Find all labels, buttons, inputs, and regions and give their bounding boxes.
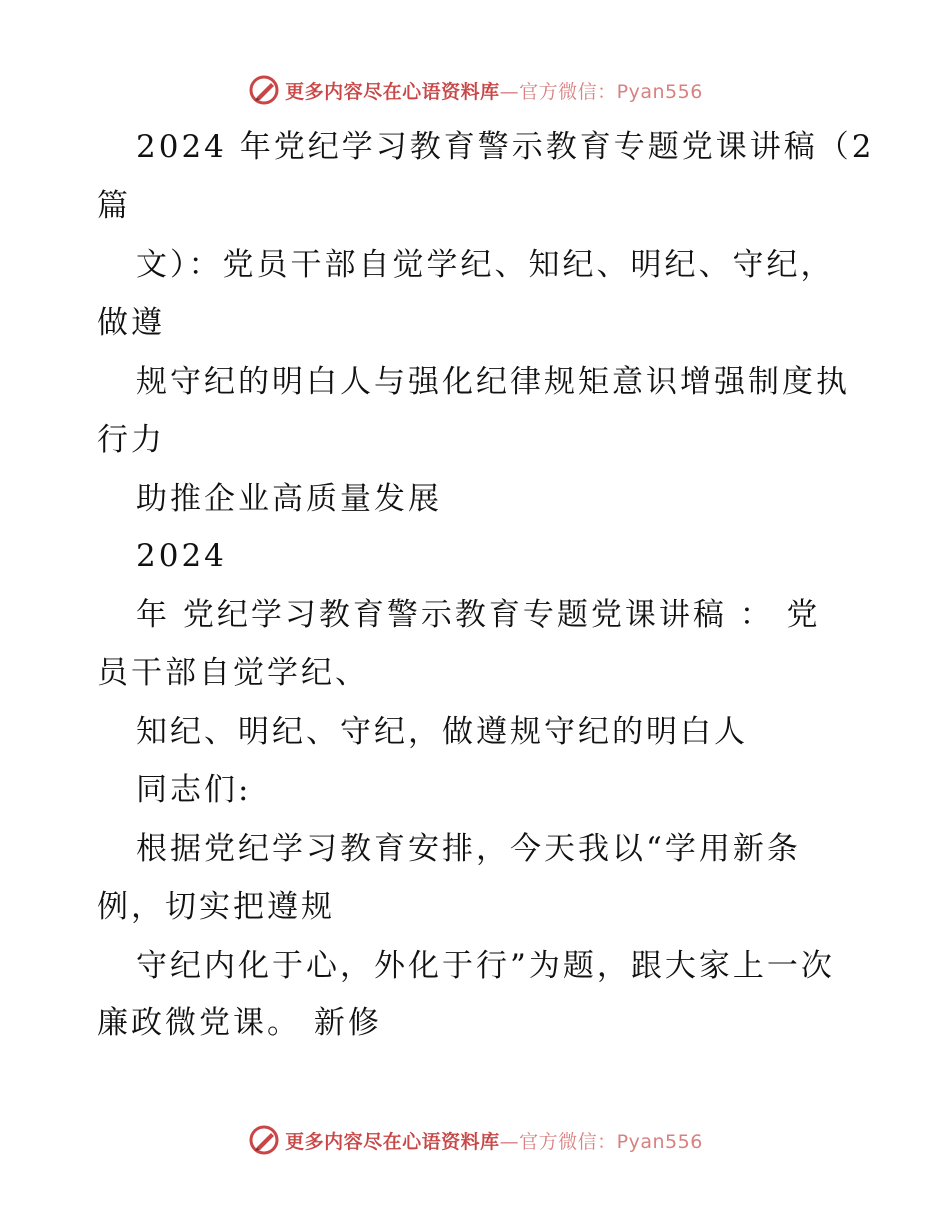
watermark-text — [285, 1127, 703, 1154]
text-line: 2024 年党纪学习教育警示教育专题党课讲稿（2 — [136, 129, 875, 165]
text-line: 行力 — [97, 422, 165, 458]
text-line: 做遵 — [97, 305, 165, 341]
text-line: 规守纪的明白人与强化纪律规矩意识增强制度执 — [136, 364, 850, 400]
text-line: 员干部自觉学纪、 — [97, 655, 369, 691]
text-line: 根据党纪学习教育安排，今天我以“学用新条 — [136, 831, 801, 867]
watermark-brand: 更多内容尽在心语资料库 — [285, 1130, 500, 1153]
text-line: 知纪、明纪、守纪，做遵规守纪的明白人 — [136, 714, 748, 750]
text-line: 廉政微党课。 新修 — [97, 1005, 382, 1041]
text-line: 同志们: — [136, 772, 252, 808]
watermark-brand: 更多内容尽在心语资料库 — [285, 80, 500, 103]
watermark-contact: —官方微信：Pyan556 — [499, 80, 703, 103]
text-line: 文）：党员干部自觉学纪、知纪、明纪、守纪， — [136, 247, 835, 283]
text-line: 年 党纪学习教育警示教育专题党课讲稿 ： 党 — [136, 597, 821, 633]
header-watermark — [0, 70, 950, 110]
text-line: 2024 — [136, 538, 227, 574]
pen-circle-logo-icon — [247, 73, 281, 107]
text-line: 例，切实把遵规 — [97, 889, 335, 925]
text-line: 篇 — [97, 188, 131, 224]
text-line: 助推企业高质量发展 — [136, 481, 442, 517]
text-line: 守纪内化于心，外化于行”为题，跟大家上一次 — [136, 948, 835, 984]
watermark-contact: —官方微信：Pyan556 — [499, 1130, 703, 1153]
footer-watermark — [0, 1120, 950, 1160]
watermark-text — [285, 77, 703, 104]
pen-circle-logo-icon — [247, 1123, 281, 1157]
